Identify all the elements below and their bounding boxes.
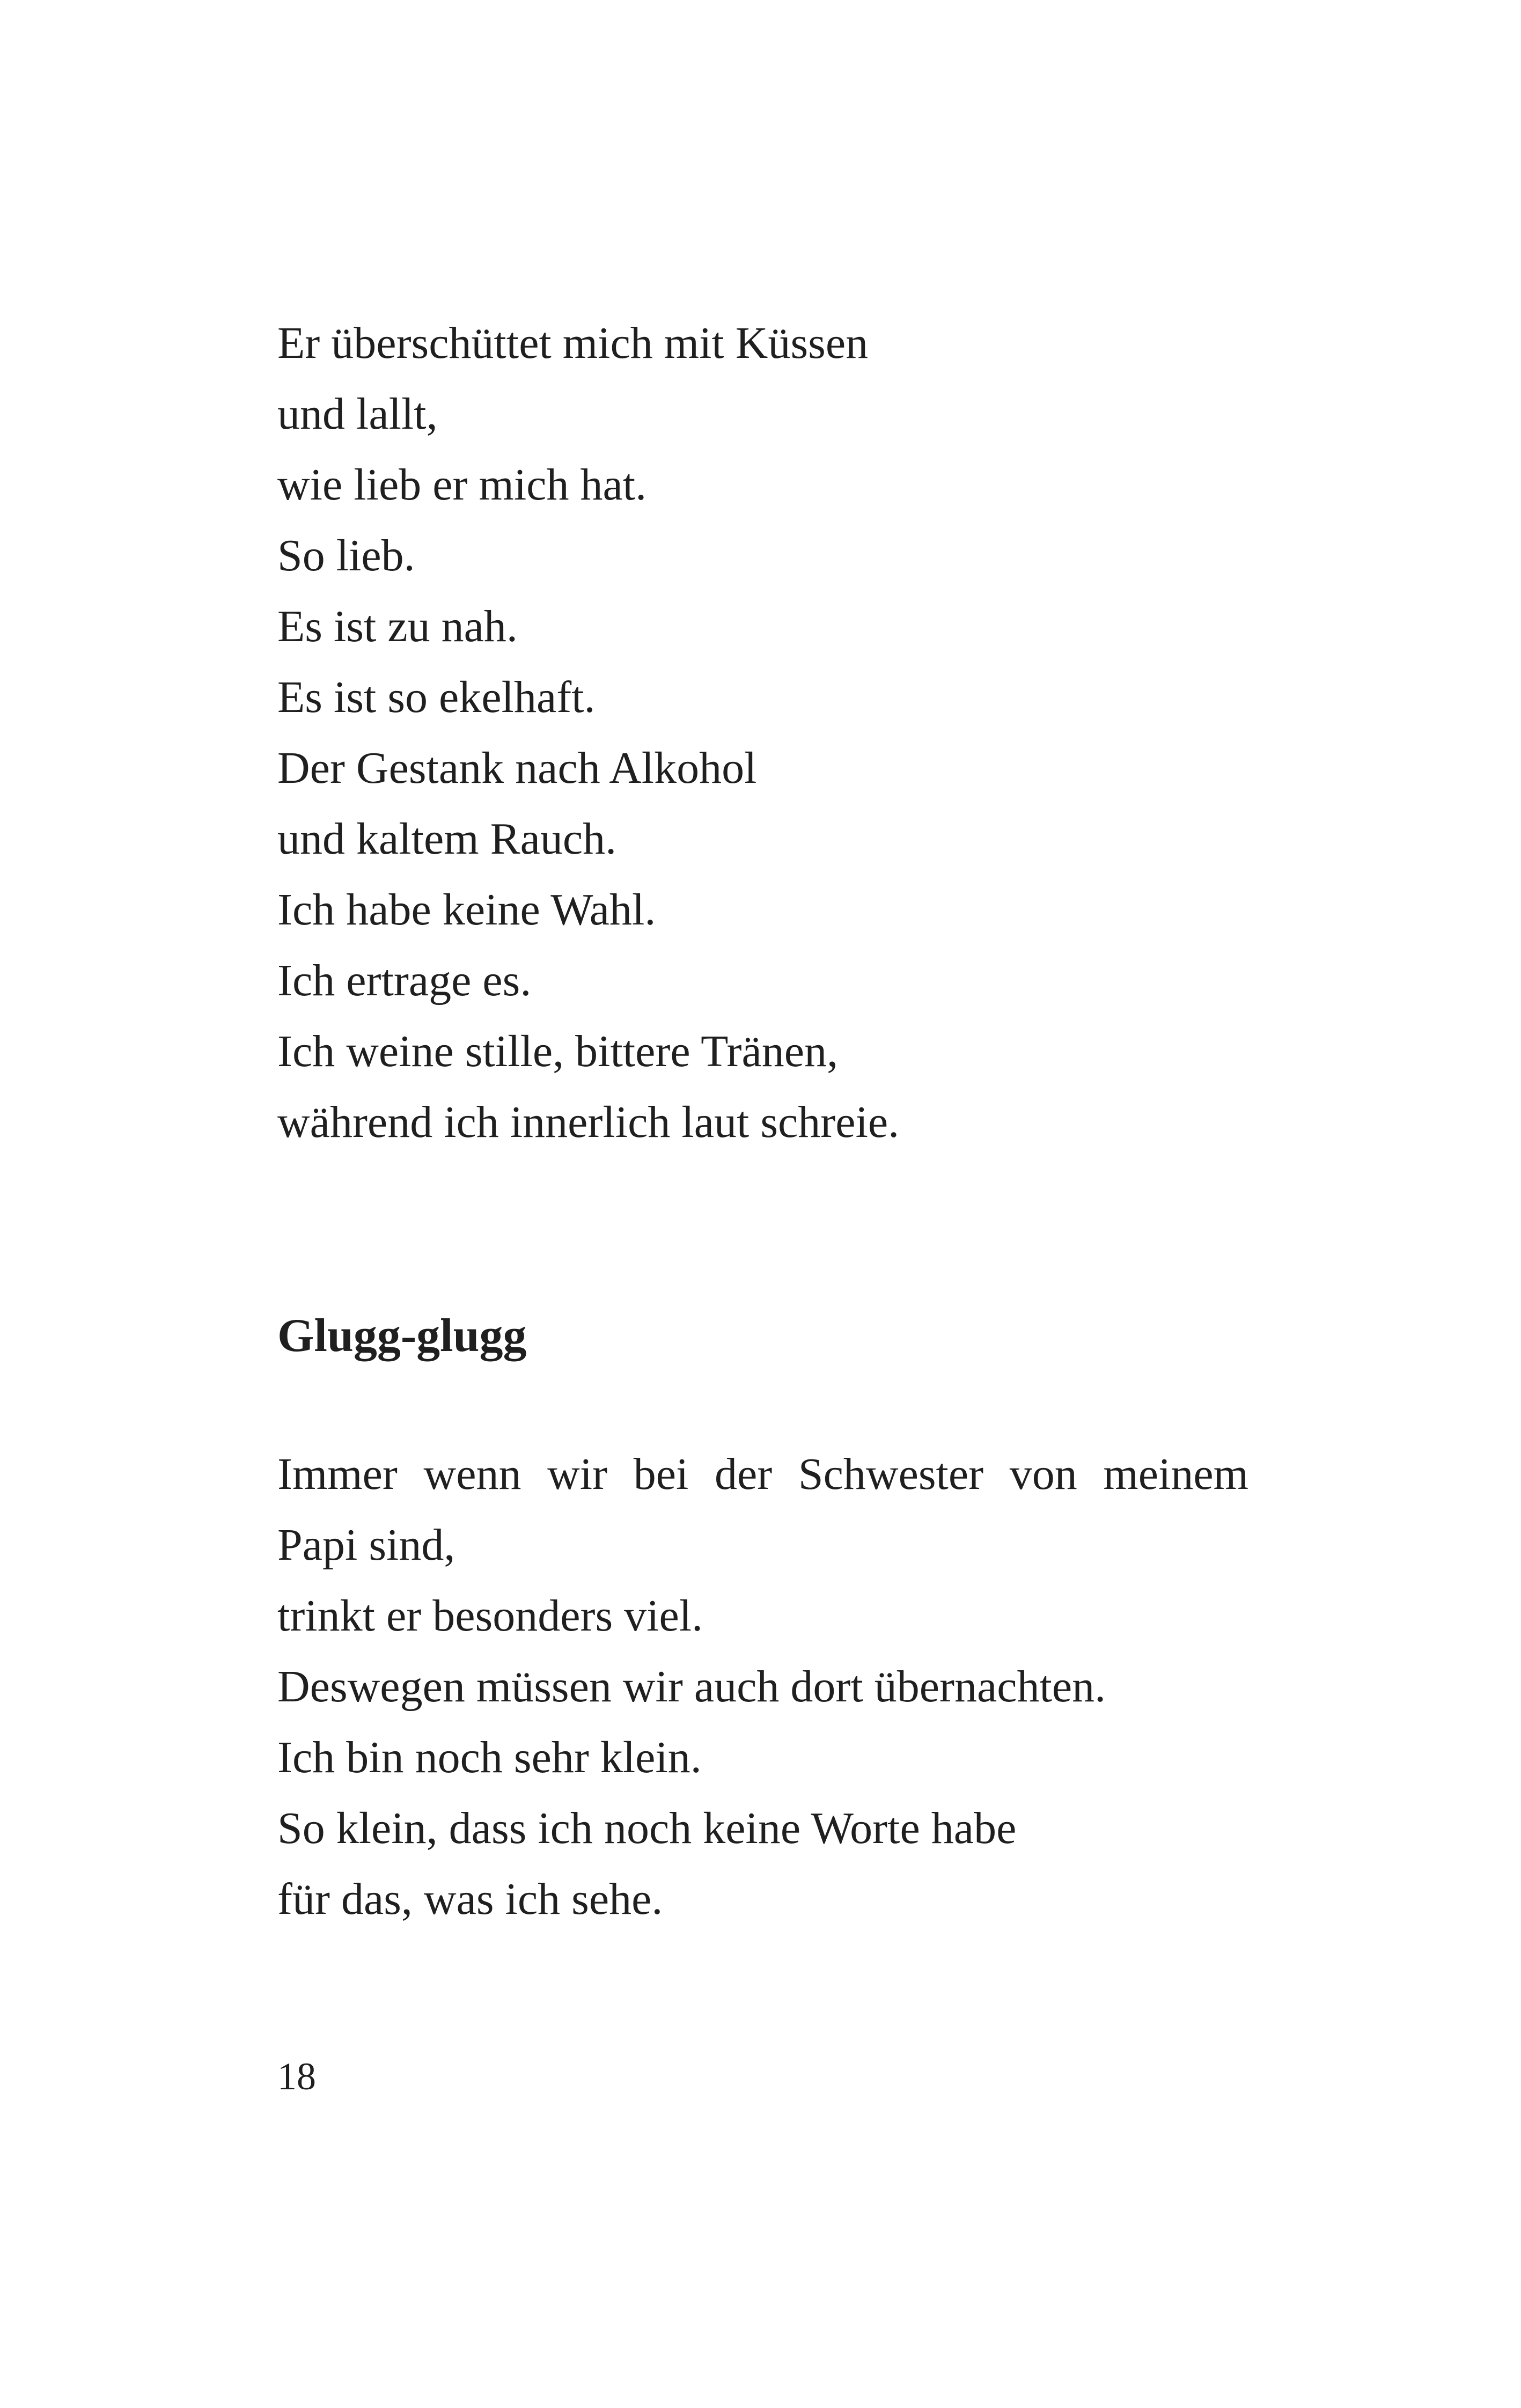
poem-line: Papi sind, [277, 1520, 455, 1570]
poem-one [277, 308, 1248, 1158]
poem-line: So lieb. [277, 531, 415, 581]
poem-line: Der Gestank nach Alkohol [277, 743, 757, 793]
poem-two [277, 1439, 1248, 1935]
poem-line: trinkt er besonders viel. [277, 1591, 703, 1641]
poem-line: wie lieb er mich hat. [277, 460, 647, 510]
poem-line: Ich bin noch sehr klein. [277, 1732, 702, 1782]
poem-line: Er überschüttet mich mit Küssen [277, 318, 869, 368]
poem-line: und kaltem Rauch. [277, 814, 617, 864]
poem-line: Es ist so ekelhaft. [277, 672, 596, 722]
poem-line: und lallt, [277, 389, 438, 439]
poem-line: für das, was ich sehe. [277, 1874, 663, 1924]
poem-line: Deswegen müssen wir auch dort übernachten. [277, 1662, 1106, 1712]
section-heading: Glugg-glugg [277, 1310, 527, 1362]
poem-line: So klein, dass ich noch keine Worte habe [277, 1803, 1017, 1853]
poem-line: Ich ertrage es. [277, 956, 532, 1005]
poem-line: während ich innerlich laut schreie. [277, 1097, 900, 1147]
page-number: 18 [277, 2055, 316, 2098]
poem-line: Es ist zu nah. [277, 601, 518, 651]
poem-line: Ich habe keine Wahl. [277, 885, 656, 935]
poem-line: Immer wenn wir bei der Schwester von meinem [277, 1449, 1248, 1499]
poem-line: Ich weine stille, bittere Tränen, [277, 1026, 839, 1076]
